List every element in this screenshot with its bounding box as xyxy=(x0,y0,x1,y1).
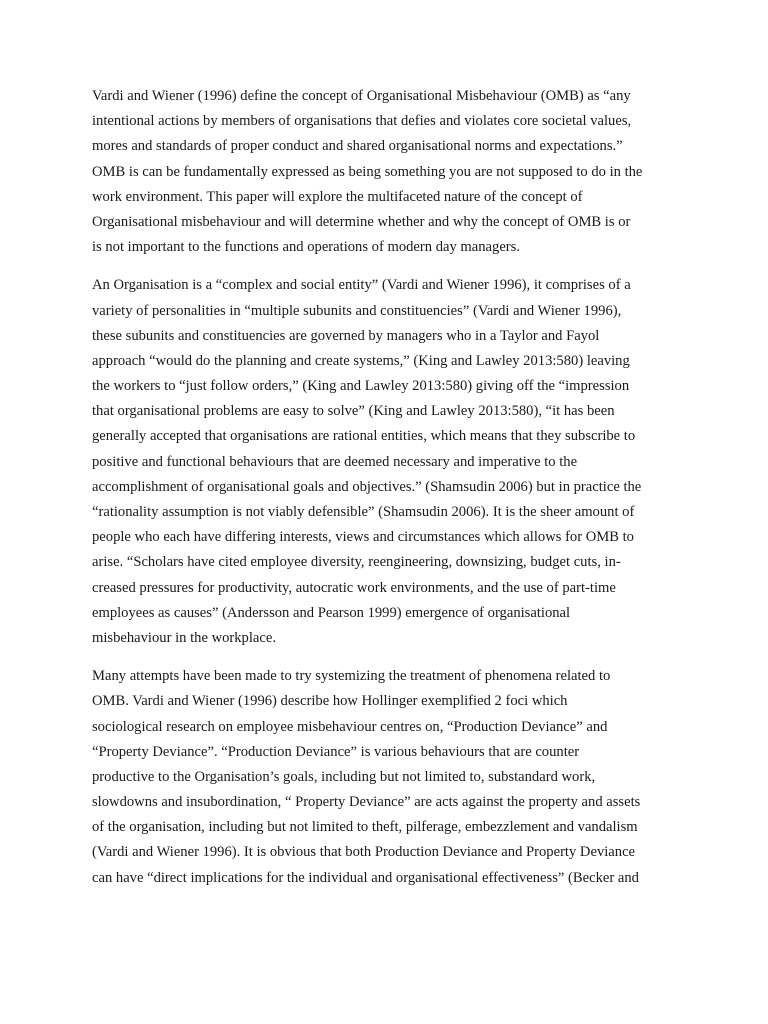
text-line: of the organisation, including but not limited to theft, pilferage, embezzlement and vandalism xyxy=(92,819,638,836)
text-line: An Organisation is a “complex and social entity” (Vardi and Wiener 1996), it comprises of a xyxy=(92,277,631,294)
text-line: these subunits and constituencies are governed by managers who in a Taylor and Fayol xyxy=(92,327,600,344)
paragraph-omb-definition xyxy=(92,84,688,260)
text-line: Organisational misbehaviour and will determine whether and why the concept of OMB is or xyxy=(92,213,631,230)
text-line: is not important to the functions and operations of modern day managers. xyxy=(92,239,520,256)
text-line: OMB is can be fundamentally expressed as being something you are not supposed to do in the xyxy=(92,163,643,180)
text-line: (Vardi and Wiener 1996). It is obvious that both Production Deviance and Property Deviance xyxy=(92,844,636,861)
text-line: creased pressures for productivity, autocratic work environments, and the use of part-time xyxy=(92,579,616,596)
text-line: accomplishment of organisational goals and objectives.” (Shamsudin 2006) but in practice the xyxy=(92,478,642,495)
text-line: variety of personalities in “multiple subunits and constituencies” (Vardi and Wiener 1996), xyxy=(92,302,622,319)
paragraph-deviance-foci xyxy=(92,664,688,891)
paragraph-organisation xyxy=(92,273,688,651)
text-line: intentional actions by members of organisations that defies and violates core societal values, xyxy=(92,113,632,130)
text-line: generally accepted that organisations are rational entities, which means that they subscribe to xyxy=(92,428,636,445)
text-line: positive and functional behaviours that are deemed necessary and imperative to the xyxy=(92,453,578,470)
text-line: Many attempts have been made to try systemizing the treatment of phenomena related to xyxy=(92,668,611,685)
text-line: “Property Deviance”. “Production Deviance” is various behaviours that are counter xyxy=(92,743,580,760)
text-line: employees as causes” (Andersson and Pearson 1999) emergence of organisational xyxy=(92,604,571,621)
text-line: misbehaviour in the workplace. xyxy=(92,629,276,646)
text-line: “rationality assumption is not viably defensible” (Shamsudin 2006). It is the sheer amount of xyxy=(92,504,635,520)
text-line: work environment. This paper will explore the multifaceted nature of the concept of xyxy=(92,188,583,205)
document-page xyxy=(92,84,688,904)
text-line: sociological research on employee misbehaviour centres on, “Production Deviance” and xyxy=(92,718,608,735)
text-line: that organisational problems are easy to solve” (King and Lawley 2013:580), “it has been xyxy=(92,403,615,420)
text-line: slowdowns and insubordination, “ Property Deviance” are acts against the property and assets xyxy=(92,794,641,811)
text-line: Vardi and Wiener (1996) define the concept of Organisational Misbehaviour (OMB) as “any xyxy=(92,88,631,104)
text-line: mores and standards of proper conduct and shared organisational norms and expectations.” xyxy=(92,138,623,155)
text-line: people who each have differing interests, views and circumstances which allows for OMB to xyxy=(92,529,634,546)
text-line: productive to the Organisation’s goals, including but not limited to, substandard work, xyxy=(92,768,596,785)
text-line: can have “direct implications for the individual and organisational effectiveness” (Becker and xyxy=(92,869,639,886)
text-line: OMB. Vardi and Wiener (1996) describe how Hollinger exemplified 2 foci which xyxy=(92,693,568,710)
text-line: arise. “Scholars have cited employee diversity, reengineering, downsizing, budget cuts, in- xyxy=(92,554,621,571)
text-line: the workers to “just follow orders,” (King and Lawley 2013:580) giving off the “impression xyxy=(92,378,630,395)
text-line: approach “would do the planning and create systems,” (King and Lawley 2013:580) leaving xyxy=(92,352,630,369)
